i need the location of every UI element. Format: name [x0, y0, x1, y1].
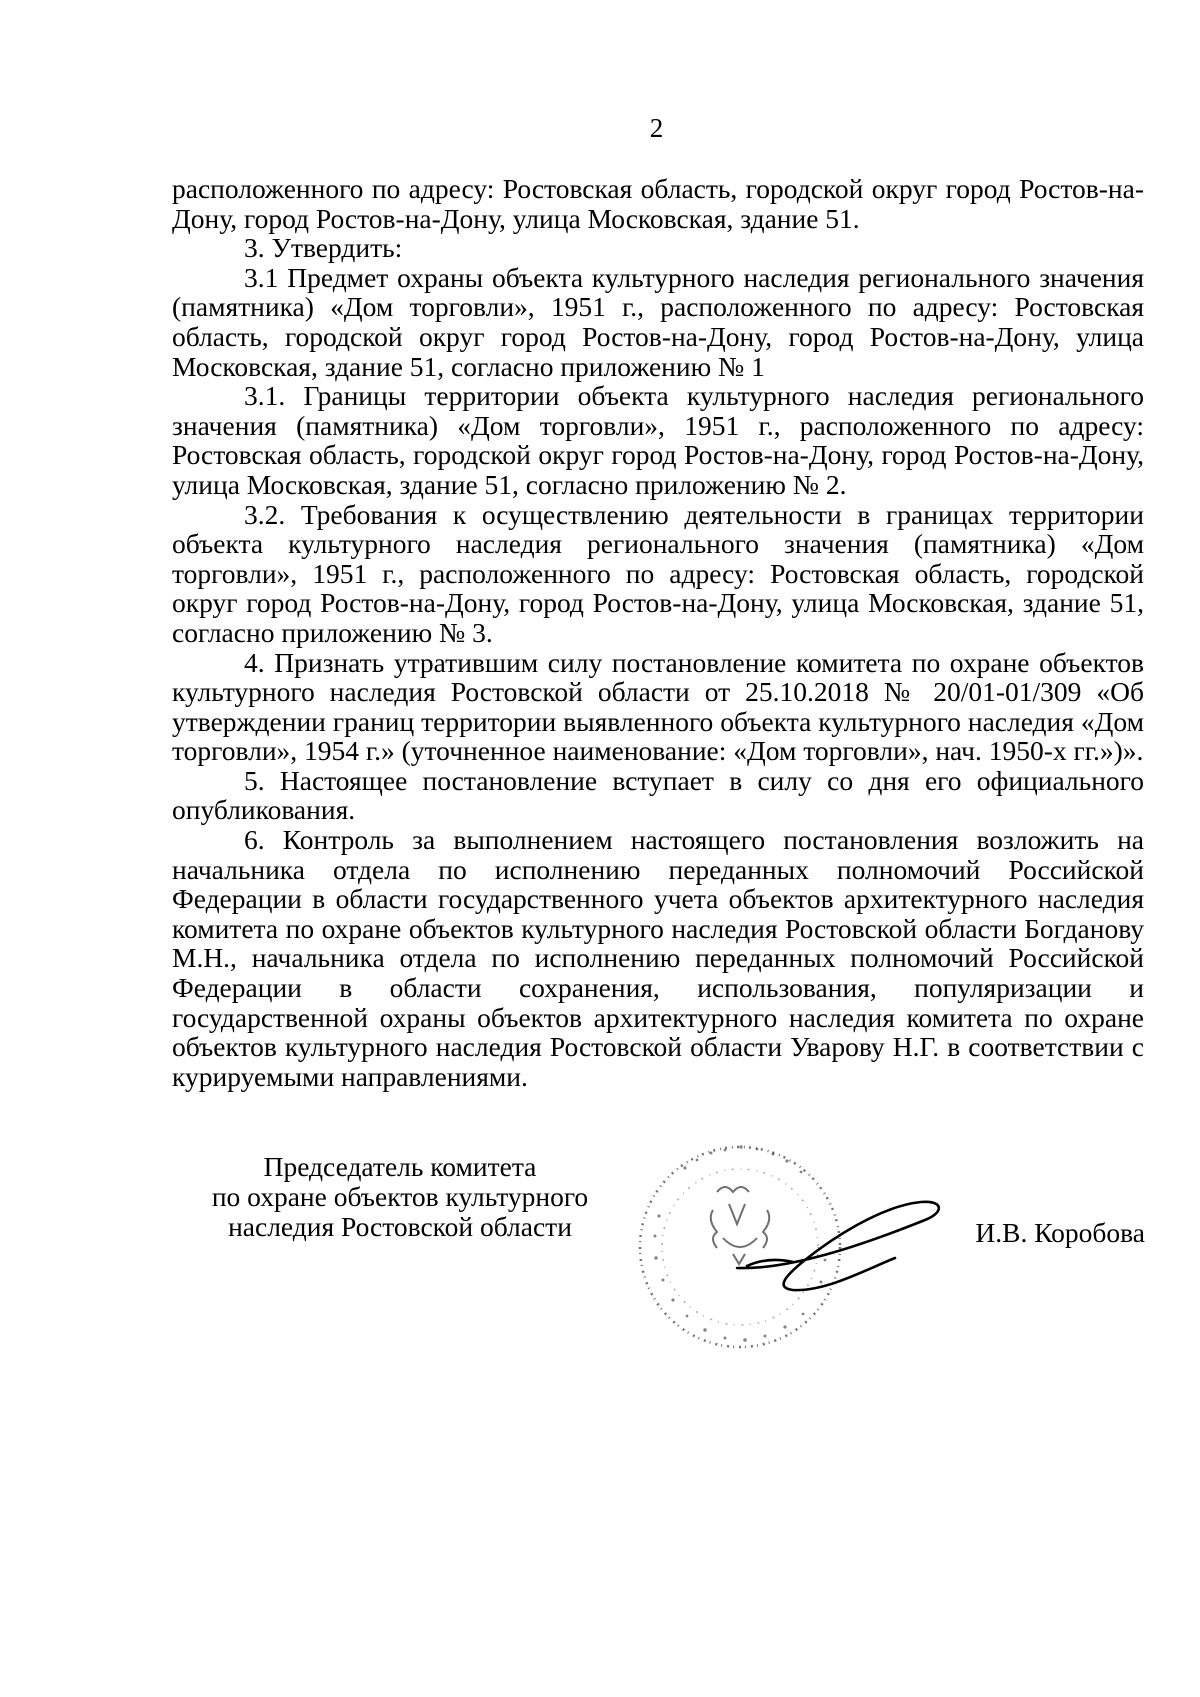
paragraph-4-repeal: 4. Признать утратившим силу постановление комитета по охране объектов культурного наследия Ростовской области от 25.10.2018 № 20/01-01/309 «Об утверждении границ территории выявленного объекта культурного наследия «Дом торговли», 1954 г.» (уточненное наименование: «Дом торговли», нач. 1950-х гг.»)».: [172, 646, 1144, 767]
official-seal-and-signature: [625, 1120, 945, 1370]
signer-name: И.В. Коробова: [975, 1217, 1145, 1248]
paragraph-3-2-activity-requirements: 3.2. Требования к осуществлению деятельности в границах территории объекта культурного наследия регионального значения (памятника) «Дом торговли», 1951 г., расположенного по адресу: Ростовская область, городской округ город Ростов-на-Дону, город Ростов-на-Дону, улица Московская, здание 51, согласно приложению № 3.: [172, 498, 1144, 648]
chairman-title-line: наследия Ростовской области: [228, 1211, 572, 1242]
chairman-title-line: по охране объектов культурного: [211, 1181, 589, 1212]
document-body: [172, 174, 1144, 1091]
chairman-title: [190, 1152, 610, 1242]
paragraph-address-continuation: расположенного по адресу: Ростовская область, городской округ город Ростов-на-Дону, город Ростов-на-Дону, улица Московская, здание 51.: [172, 173, 1144, 234]
page-number: 2: [649, 113, 664, 143]
handwritten-signature: [737, 1202, 939, 1290]
paragraph-6-control: 6. Контроль за выполнением настоящего постановления возложить на начальника отдела по исполнению переданных полномочий Российской Федерации в области государственного учета объектов архитектурного наследия комитета по охране объектов культурного наследия Ростовской области Богданову М.Н., начальника отдела по исполнению переданных полномочий Российской Федерации в области сохранения, использования, популяризации и государственной охраны объектов архитектурного наследия комитета по охране объектов культурного наследия Ростовской области Уварову Н.Г. в соответствии с курируемыми направлениями.: [172, 824, 1144, 1092]
seal-emblem: [711, 1187, 770, 1264]
paragraph-3-1-protection-subject: 3.1 Предмет охраны объекта культурного наследия регионального значения (памятника) «Дом торговли», 1951 г., расположенного по адресу: Ростовская область, городской округ город Ростов-на-Дону, город Ростов-на-Дону, улица Московская, здание 51, согласно приложению № 1: [172, 261, 1144, 382]
seal-text-marks: [654, 1145, 827, 1342]
chairman-title-line: Председатель комитета: [263, 1151, 537, 1182]
paragraph-3-approve: 3. Утвердить:: [244, 232, 403, 264]
paragraph-5-effective: 5. Настоящее постановление вступает в силу со дня его официального опубликования.: [172, 764, 1144, 826]
paragraph-3-1-territory-boundaries: 3.1. Границы территории объекта культурного наследия регионального значения (памятника) «Дом торговли», 1951 г., расположенного по адресу: Ростовская область, городской округ город Ростов-на-Дону, город Ростов-на-Дону, улица Московская, здание 51, согласно приложению № 2.: [172, 380, 1144, 500]
signature-block: [0, 1152, 1200, 1352]
